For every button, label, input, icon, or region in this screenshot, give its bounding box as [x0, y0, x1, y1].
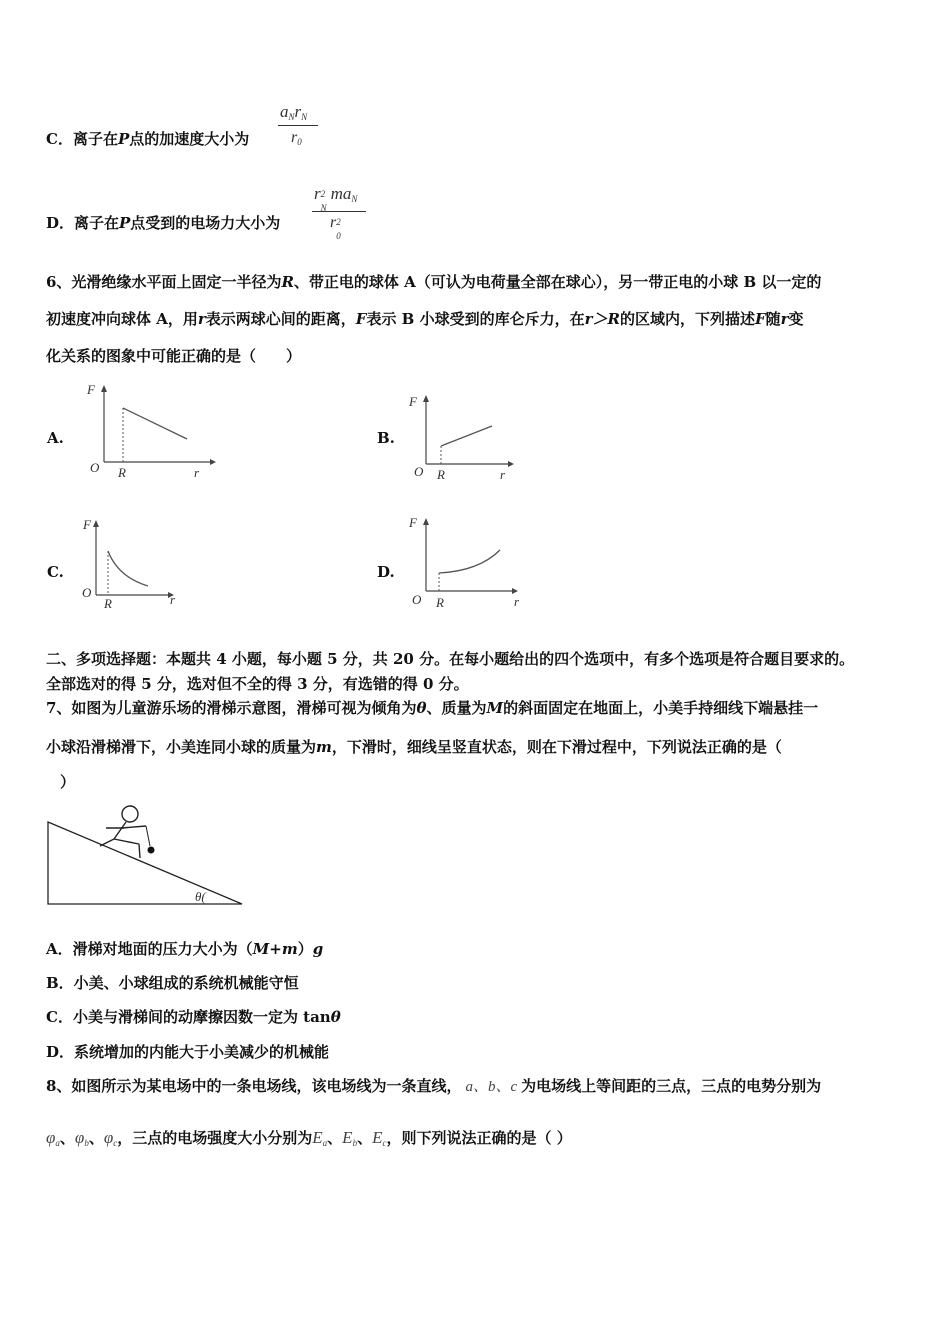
q6-line2a: 初速度冲向球体 A，用 — [46, 310, 198, 328]
q7-line1b: 、质量为 — [426, 699, 487, 717]
tick-label-r: R — [118, 465, 126, 480]
frac-num-ma-sub: N — [351, 194, 358, 204]
q7-option-a — [46, 938, 323, 959]
q6-option-b-label: B. — [377, 429, 395, 447]
origin-label: O — [90, 460, 100, 475]
q7-line-1 — [46, 697, 818, 718]
e-c-sub: c — [382, 1138, 387, 1148]
frac-num-r-sub: N — [320, 203, 327, 213]
y-axis-label: F — [87, 382, 95, 397]
y-axis-label: F — [409, 394, 417, 409]
q6-option-a-label: A. — [47, 429, 64, 447]
q6-line2e: 随 — [765, 310, 781, 328]
curve — [441, 426, 492, 446]
ball — [148, 847, 155, 854]
var-f: F — [355, 310, 367, 328]
phi-b: φ — [74, 1128, 85, 1147]
q7-line2b: ，下滑时，细线呈竖直状态，则在下滑过程中，下列说法正确的是（ — [331, 738, 782, 756]
frac-den-r: r — [330, 214, 337, 231]
e-a: E — [312, 1128, 323, 1147]
y-axis-arrow — [93, 520, 99, 527]
q8-line2b: ，则下列说法正确的是（ ） — [386, 1129, 572, 1147]
q8-line1a: 8、如图所示为某电场中的一条电场线，该电场线为一条直线， — [46, 1077, 462, 1095]
q7-option-b: B．小美、小球组成的系统机械能守恒 — [46, 974, 299, 992]
x-axis-label: r — [514, 594, 520, 609]
y-axis-label: F — [409, 515, 417, 530]
curve — [108, 551, 148, 586]
frac-num-r-sub: N — [301, 112, 308, 122]
var-m: m — [316, 738, 332, 756]
var-g: g — [312, 940, 324, 958]
var-theta: θ — [416, 699, 427, 717]
frac-num-r: r — [294, 102, 302, 121]
origin-label: O — [82, 585, 92, 600]
fraction-force — [312, 184, 368, 240]
frac-num-a: a — [280, 102, 289, 121]
fraction-bar — [312, 211, 366, 212]
e-c: E — [372, 1128, 383, 1147]
condition: r＞R — [584, 310, 620, 328]
q6-line2f: 变 — [788, 310, 804, 328]
person-head — [122, 806, 138, 822]
person-body — [114, 822, 126, 839]
frac-den-sub: 0 — [336, 231, 341, 241]
fraction-accel — [278, 102, 320, 152]
q8-line2a: ，三点的电场强度大小分别为 — [117, 1129, 313, 1147]
x-axis-label: r — [500, 467, 506, 482]
q6-line2b: 表示两球心间的距离， — [205, 310, 356, 328]
q7-line1c: 的斜面固定在地面上，小美手持细线下端悬挂一 — [503, 699, 819, 717]
q7-option-d: D．系统增加的内能大于小美减少的机械能 — [46, 1043, 330, 1061]
graph-b — [404, 390, 524, 488]
q5-option-c-text2: 点的加速度大小为 — [129, 130, 250, 148]
var-r: r — [780, 310, 789, 328]
q6-line2d: 的区域内，下列描述 — [619, 310, 755, 328]
q5-option-d-text: D．离子在 — [46, 214, 120, 232]
phi-a-sub: a — [55, 1138, 60, 1148]
person-thigh — [114, 839, 139, 844]
q7-option-c — [46, 1006, 341, 1027]
phi-c-sub: c — [113, 1138, 118, 1148]
separator: 、 — [88, 1129, 104, 1147]
q7-opt-a-text: A．滑梯对地面的压力大小为（ — [46, 940, 253, 958]
q5-option-c — [46, 128, 249, 149]
frac-den-r: r — [291, 129, 298, 146]
tick-label-r: R — [104, 596, 112, 611]
q8-line1b: 为电场线上等间距的三点，三点的电势分别为 — [521, 1077, 822, 1095]
frac-den-sup: 2 — [336, 217, 341, 227]
q7-line-3: ） — [60, 773, 76, 791]
separator: 、 — [327, 1129, 343, 1147]
slide-figure — [44, 798, 249, 910]
person-leg-back — [100, 839, 114, 846]
incline — [48, 822, 242, 904]
q6-line1-text: 6、光滑绝缘水平面上固定一半径为 — [46, 273, 282, 291]
q8-line-2 — [46, 1127, 572, 1148]
separator: 、 — [59, 1129, 75, 1147]
origin-label: O — [414, 464, 424, 479]
q7-line2a: 小球沿滑梯滑下，小美连同小球的质量为 — [46, 738, 317, 756]
var-p: P — [119, 214, 131, 232]
frac-num-a-sub: N — [288, 112, 295, 122]
q8-line-1 — [46, 1075, 821, 1096]
var-m-big: M — [486, 699, 504, 717]
e-b-sub: b — [352, 1138, 358, 1148]
q5-option-c-text: C．离子在 — [46, 130, 118, 148]
phi-a: φ — [46, 1128, 56, 1147]
q6-option-d-label: D. — [377, 563, 395, 581]
frac-num-r: r — [314, 184, 321, 203]
graph-c — [78, 515, 188, 613]
separator: 、 — [357, 1129, 373, 1147]
e-a-sub: a — [322, 1138, 328, 1148]
section2-heading: 二、多项选择题：本题共 4 小题，每小题 5 分，共 20 分。在每小题给出的四个选项中，有多个选项是符合题目要求的。 — [46, 650, 855, 668]
q6-line2c: 表示 B 小球受到的库仑斥力，在 — [366, 310, 585, 328]
q6-line-2 — [46, 308, 804, 329]
q7-line1a: 7、如图为儿童游乐场的滑梯示意图，滑梯可视为倾角为 — [46, 699, 417, 717]
var-theta: θ — [330, 1008, 341, 1026]
phi-b-sub: b — [84, 1138, 89, 1148]
q6-option-c-label: C. — [47, 563, 64, 581]
tick-label-r: R — [437, 467, 445, 482]
var-r-big: R — [281, 273, 294, 291]
q7-opt-a-paren: ） — [297, 940, 313, 958]
var-f: F — [754, 310, 766, 328]
q6-line1b-text: 、带正电的球体 A（可认为电荷量全部在球心），另一带正电的小球 B 以一定的 — [293, 273, 822, 291]
y-axis-arrow — [423, 395, 429, 402]
curve — [439, 550, 500, 573]
y-axis-label: F — [83, 517, 91, 532]
frac-den-sub: 0 — [297, 137, 302, 147]
frac-num-r-sup: 2 — [320, 189, 326, 199]
fraction-bar — [278, 125, 318, 126]
thread — [146, 826, 150, 846]
points-abc: a、b、c — [465, 1079, 518, 1095]
x-axis-label: r — [194, 465, 200, 480]
y-axis-arrow — [101, 385, 107, 392]
y-axis-arrow — [423, 518, 429, 525]
q7-line-2 — [46, 736, 782, 757]
curve — [123, 408, 187, 439]
origin-label: O — [412, 592, 422, 607]
x-axis-label: r — [170, 592, 176, 607]
q5-option-d-text2: 点受到的电场力大小为 — [130, 214, 281, 232]
e-b: E — [342, 1128, 353, 1147]
q7-opt-c-text: C．小美与滑梯间的动摩擦因数一定为 tan — [46, 1008, 331, 1026]
q6-line-1 — [46, 271, 821, 292]
x-axis-arrow — [508, 461, 514, 467]
person-shin — [139, 844, 140, 858]
q5-option-d — [46, 212, 280, 233]
tick-label-r: R — [436, 595, 444, 610]
graph-d — [404, 513, 529, 613]
graph-a — [82, 380, 222, 485]
frac-num-ma: ma — [330, 184, 352, 203]
x-axis-arrow — [210, 459, 216, 465]
var-p: P — [117, 130, 130, 148]
section2-scoring: 全部选对的得 5 分，选对但不全的得 3 分，有选错的得 0 分。 — [46, 675, 469, 693]
q6-line-3: 化关系的图象中可能正确的是（ ） — [46, 347, 302, 365]
phi-c: φ — [103, 1128, 114, 1147]
angle-label: θ( — [195, 889, 206, 904]
q7-opt-a-mass: M+m — [252, 940, 298, 958]
var-r: r — [197, 310, 206, 328]
person-arm — [122, 826, 146, 828]
